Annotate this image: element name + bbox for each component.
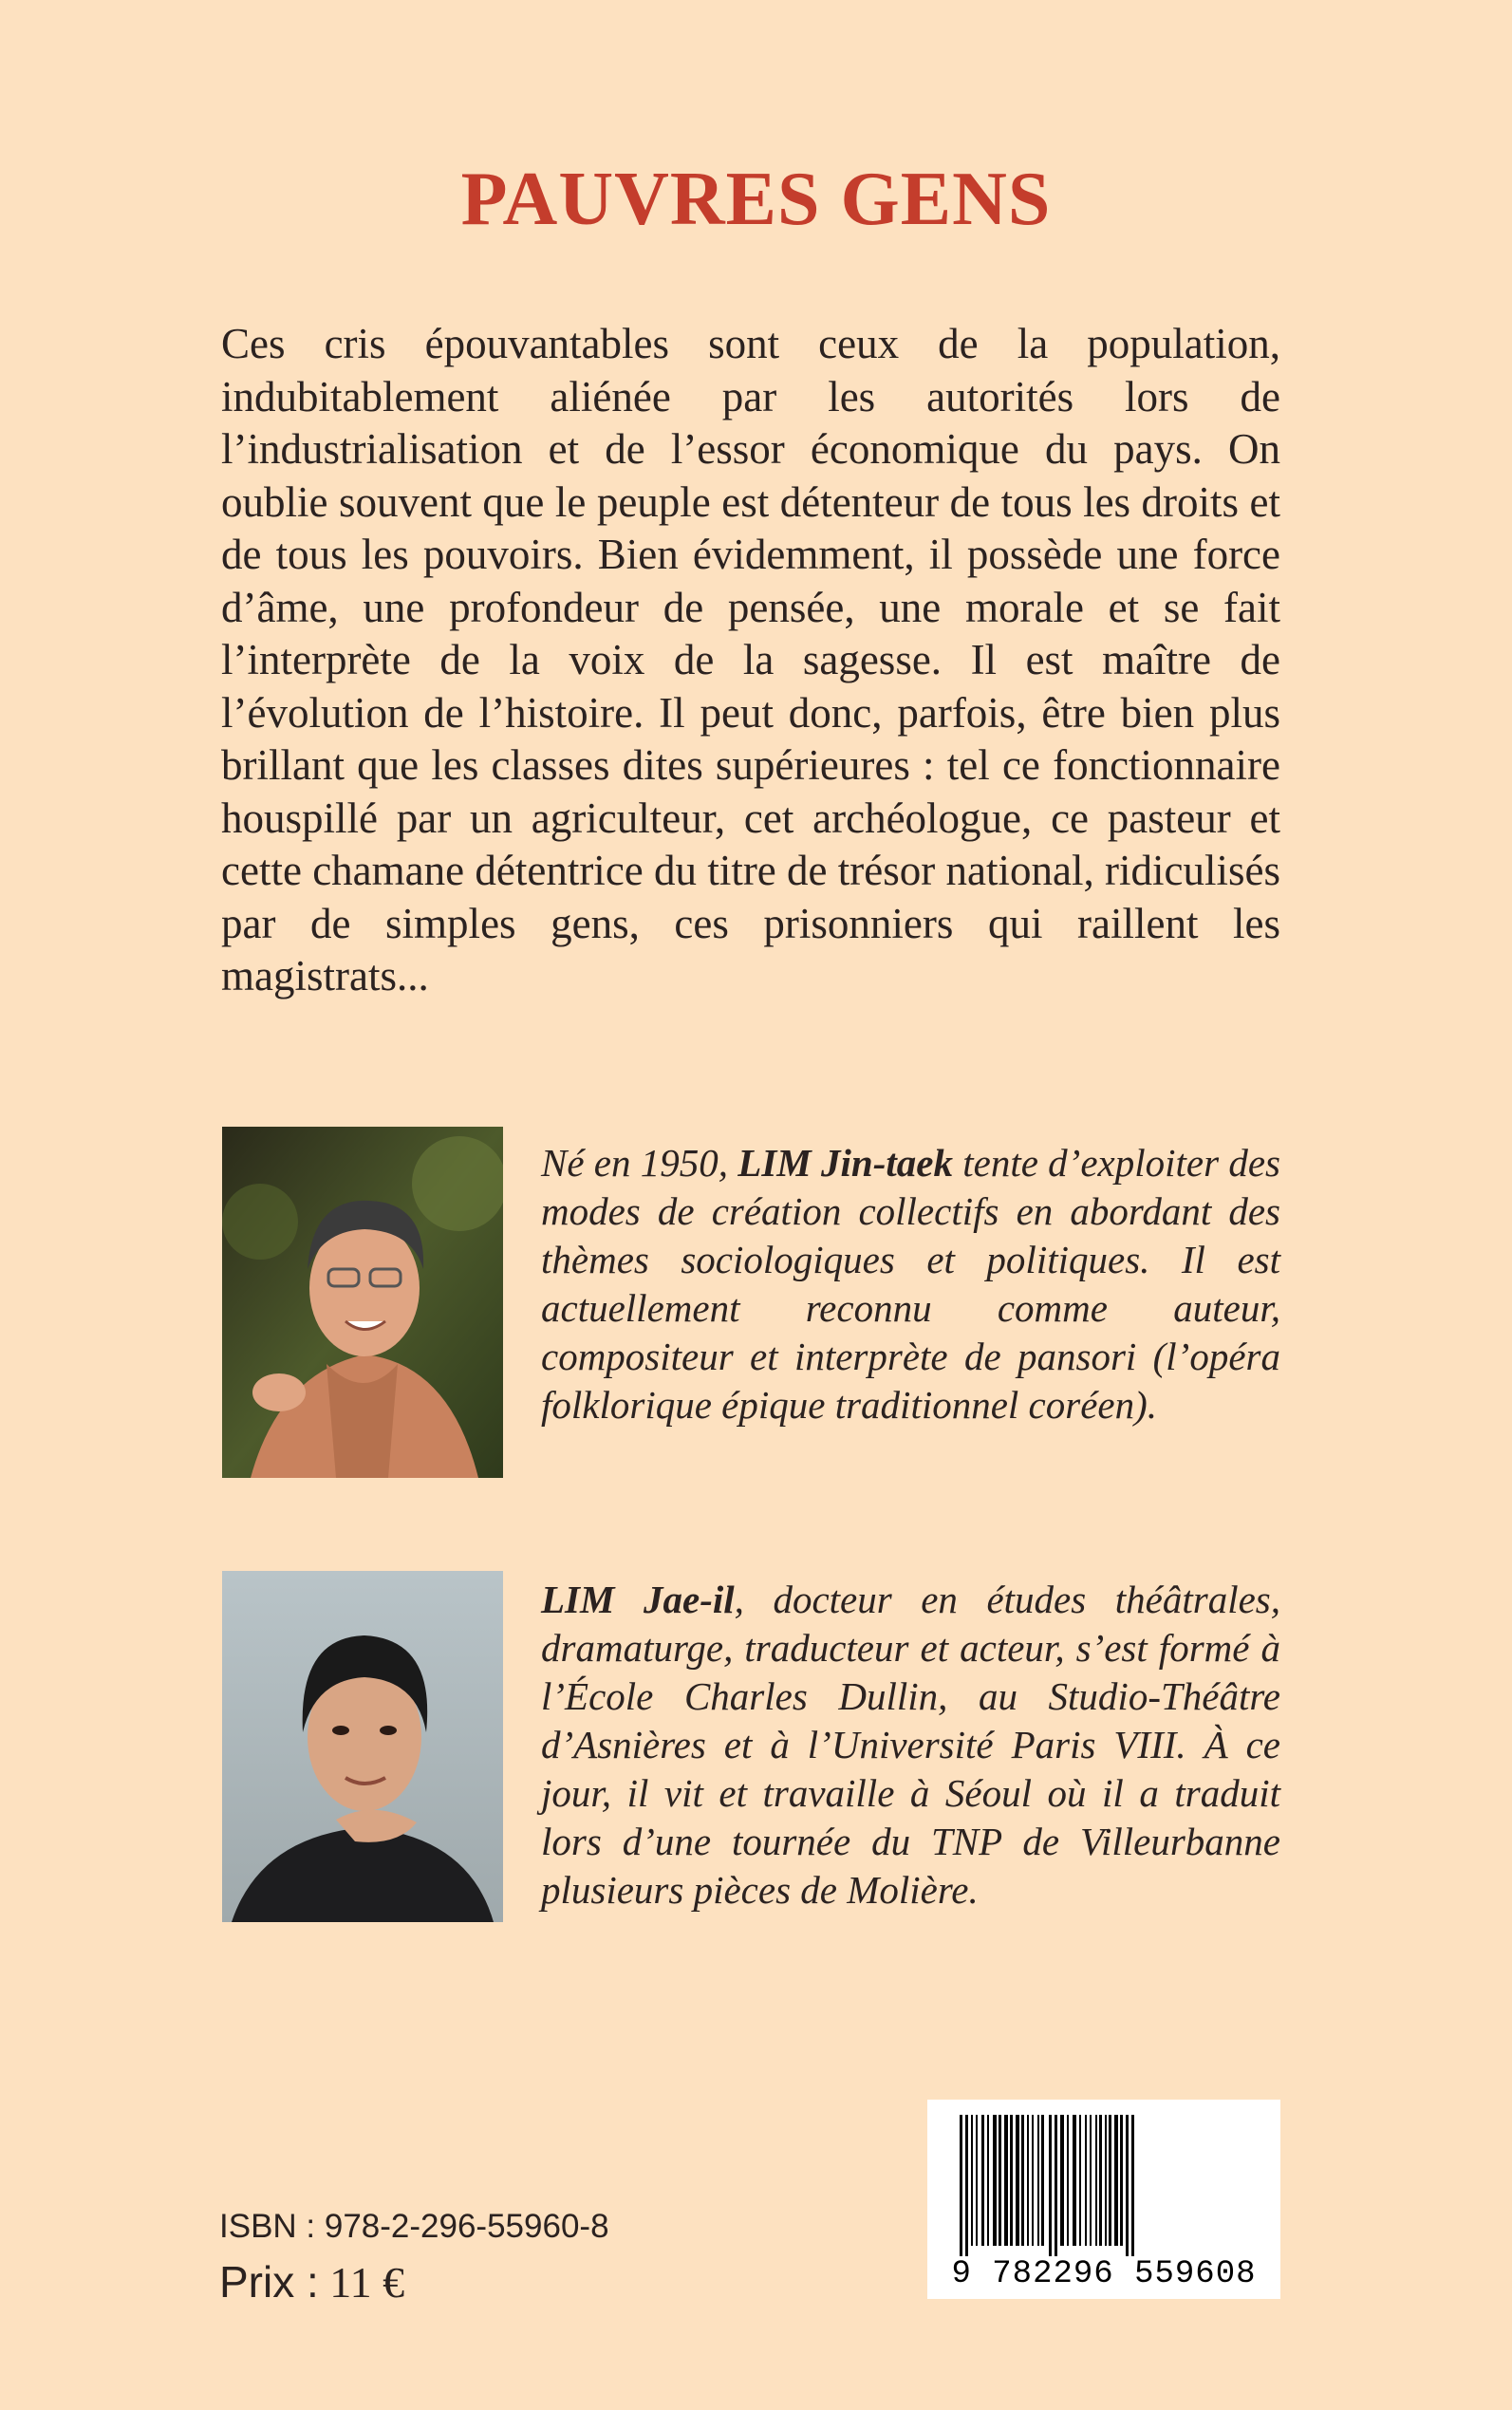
barcode-bar	[1027, 2115, 1029, 2246]
barcode-bar	[1085, 2115, 1087, 2246]
barcode-bar	[1114, 2115, 1118, 2246]
bio-text: tente d’exploiter des modes de création collectifs en abordant des thèmes sociologiques et politiques. Il est actuellement reconnu comme auteur, compositeur et interprète de pansori (l’opéra folklorique épique traditionnel coréen).	[541, 1141, 1280, 1427]
barcode-bar	[1105, 2115, 1107, 2246]
barcode-bar	[1095, 2115, 1097, 2246]
price	[219, 2256, 404, 2307]
barcode-bar	[1032, 2115, 1034, 2246]
author-photo-lim-jin-taek	[222, 1127, 503, 1478]
author-bio-lim-jin-taek	[541, 1139, 1280, 1429]
barcode-bar	[1079, 2115, 1081, 2246]
author-name: LIM Jae-il	[541, 1578, 735, 1621]
barcode-bar	[1021, 2115, 1024, 2246]
barcode-bar	[1041, 2115, 1044, 2246]
barcode-bar	[976, 2115, 978, 2246]
barcode-bar	[1004, 2115, 1008, 2246]
barcode-bar	[1073, 2115, 1076, 2246]
price-label: Prix :	[219, 2257, 319, 2307]
barcode-bar	[993, 2115, 997, 2246]
author-photo-lim-jae-il	[222, 1571, 503, 1922]
barcode-bar	[1049, 2115, 1052, 2256]
barcode-bar	[1067, 2115, 1069, 2246]
barcode-bar	[1120, 2115, 1123, 2246]
barcode-bar	[1010, 2115, 1013, 2246]
barcode-bar	[1060, 2115, 1064, 2246]
barcode-bars	[927, 2100, 1280, 2256]
barcode-bar	[999, 2115, 1001, 2246]
barcode-bar	[971, 2115, 973, 2246]
barcode-bar	[1055, 2115, 1057, 2256]
price-value: 11 €	[318, 2258, 405, 2307]
barcode-number: 9 782296 559608	[951, 2256, 1257, 2292]
isbn: ISBN : 978-2-296-55960-8	[219, 2208, 609, 2245]
author-bio-lim-jae-il	[541, 1576, 1280, 1915]
barcode-bar	[1099, 2115, 1102, 2246]
book-title: PAUVRES GENS	[460, 158, 1052, 241]
barcode	[927, 2100, 1280, 2299]
barcode-bar	[981, 2115, 984, 2246]
barcode-bar	[1131, 2115, 1134, 2256]
barcode-bar	[987, 2115, 989, 2246]
barcode-bar	[1090, 2115, 1092, 2246]
barcode-bar	[965, 2115, 968, 2256]
author-name: LIM Jin-taek	[737, 1141, 953, 1185]
barcode-bar	[960, 2115, 962, 2256]
barcode-bar	[1016, 2115, 1019, 2246]
barcode-bar	[1109, 2115, 1111, 2246]
back-cover-blurb: Ces cris épouvantables sont ceux de la population, indubitablement aliénée par les autorités lors de l’industrialisation et de l’essor économique du pays. On oublie souvent que le peuple est détenteur de tous les droits et de tous les pouvoirs. Bien évidemment, il possède une force d’âme, une profondeur de pensée, une morale et se fait l’interprète de la voix de la sagesse. Il est maître de l’évolution de l’histoire. Il peut donc, parfois, être bien plus brillant que les classes dites supérieures : tel ce fonctionnaire houspillé par un agriculteur, cet archéologue, ce pasteur et cette chamane détentrice du titre de trésor national, ridiculisés par de simples gens, ces prisonniers qui raillent les magistrats...	[221, 320, 1280, 999]
bio-text: , docteur en études théâtrales, dramaturge, traducteur et acteur, s’est formé à l’École Charles Dullin, au Studio-Théâtre d’Asnières et à l’Université Paris VIII. À ce jour, il vit et travaille à Séoul où il a traduit lors d’une tournée du TNP de Villeurbanne plusieurs pièces de Molière.	[541, 1578, 1280, 1912]
bio-prefix: Né en 1950,	[541, 1141, 738, 1185]
barcode-bar	[1126, 2115, 1129, 2256]
barcode-bar	[1037, 2115, 1039, 2246]
